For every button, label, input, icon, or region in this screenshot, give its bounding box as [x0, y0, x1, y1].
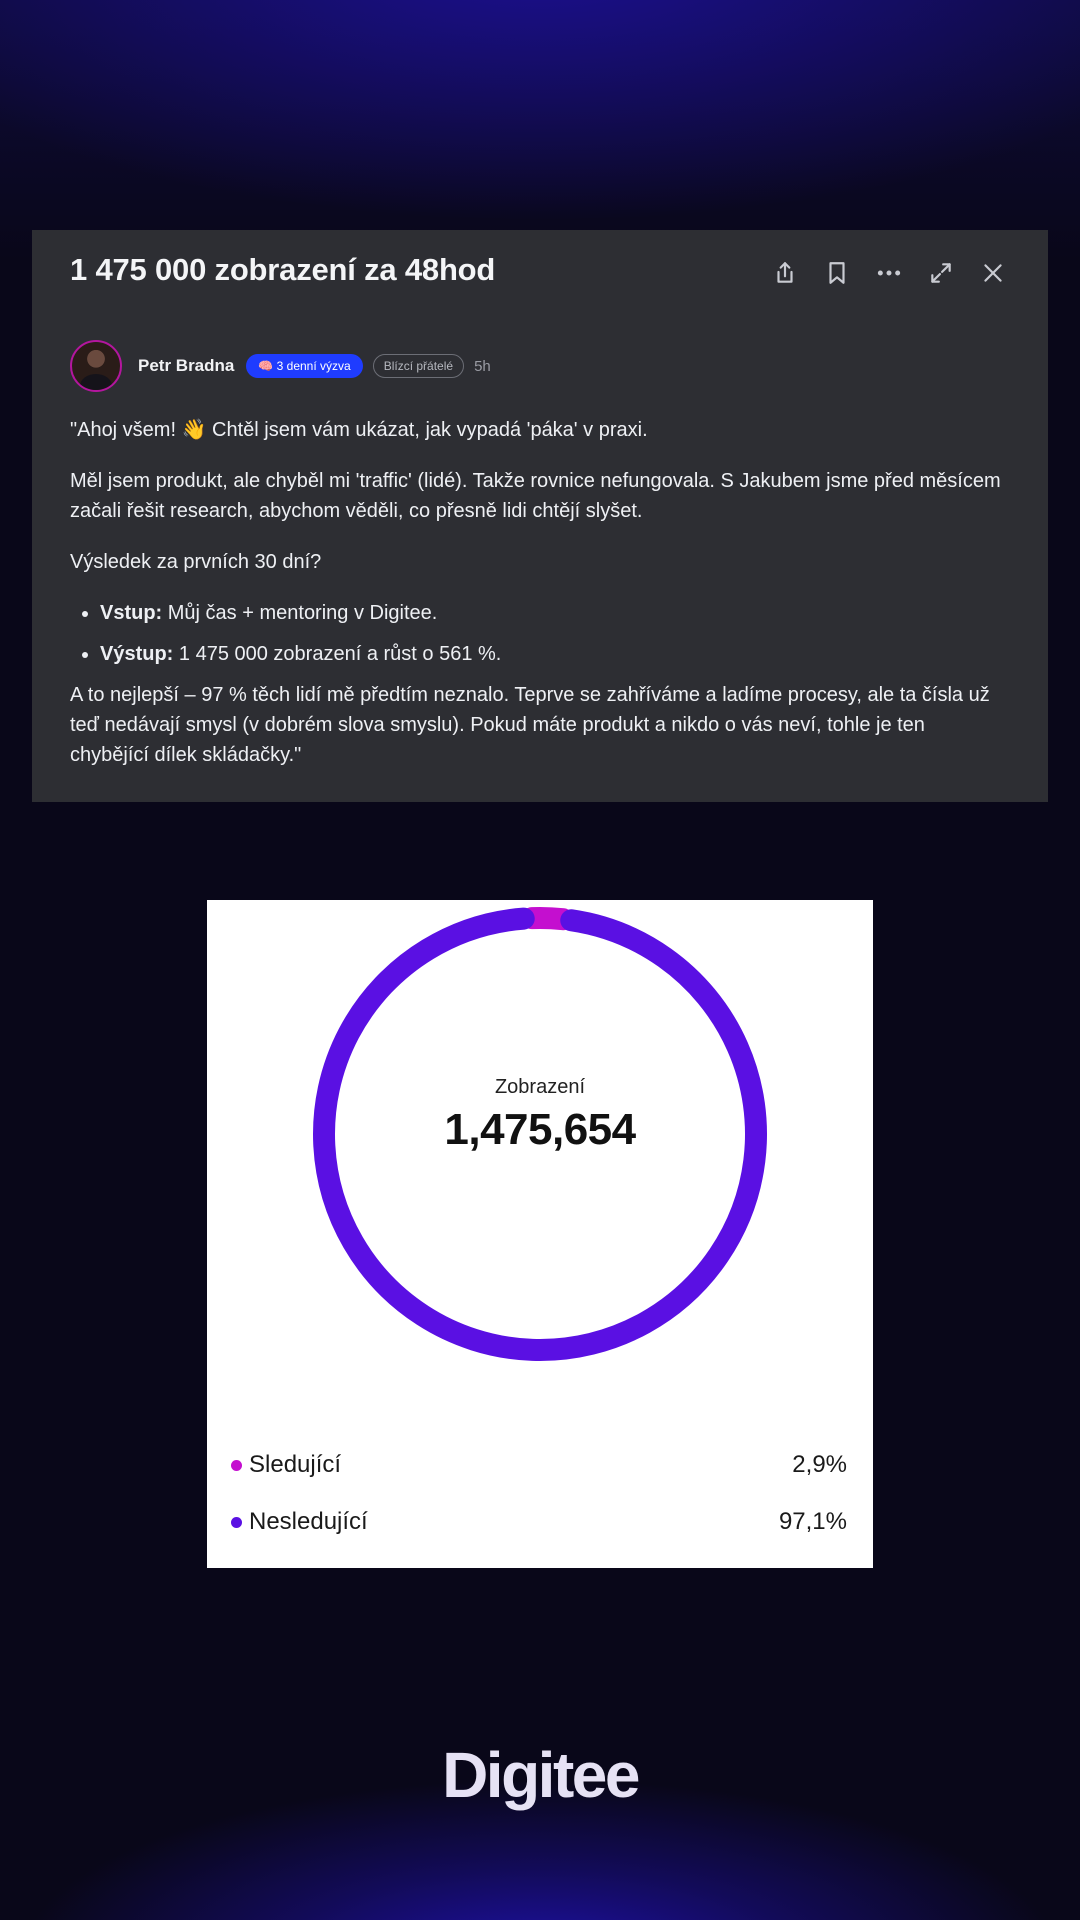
post-title: 1 475 000 zobrazení za 48hod — [70, 252, 496, 287]
bullet-label: Výstup: — [100, 643, 174, 665]
close-friends-badge: Blízcí přátelé — [373, 354, 464, 378]
bookmark-button[interactable] — [822, 258, 852, 288]
bullet-label: Vstup: — [100, 602, 163, 624]
challenge-badge[interactable]: 🧠 3 denní výzva — [246, 354, 362, 378]
chart-card — [207, 900, 873, 1568]
post-toolbar — [770, 258, 1008, 288]
legend-dot — [231, 1517, 242, 1528]
author-name[interactable]: Petr Bradna — [138, 356, 235, 375]
chart-center-label: Zobrazení — [494, 1076, 586, 1098]
expand-icon — [928, 260, 954, 286]
donut-slice-followers — [532, 918, 563, 919]
post-card — [32, 230, 1048, 802]
share-button[interactable] — [770, 258, 800, 288]
post-body — [70, 415, 1008, 770]
bullet-text: 1 475 000 zobrazení a růst o 561 %. — [173, 643, 502, 665]
post-paragraph: Výsledek za prvních 30 dní? — [70, 551, 322, 573]
post-time: 5h — [474, 357, 491, 375]
legend-label: Sledující — [249, 1451, 342, 1478]
close-button[interactable] — [978, 258, 1008, 288]
share-icon — [772, 260, 798, 286]
legend-item-followers — [231, 1447, 847, 1483]
legend-item-non-followers — [231, 1504, 847, 1540]
legend-value: 97,1% — [778, 1508, 847, 1535]
legend-label: Nesledující — [249, 1508, 368, 1535]
list-item — [100, 639, 1008, 669]
more-icon — [876, 260, 902, 286]
list-item — [100, 598, 1008, 628]
legend-value: 2,9% — [792, 1451, 847, 1478]
post-paragraph: A to nejlepší – 97 % těch lidí mě předtím neznalo. Teprve se zahříváme a ladíme procesy, ale ta čísla už teď nedávají smysl (v dobrém slova smyslu). Pokud máte produkt a nikdo o vás neví, tohle je ten chybějící dílek skládačky." — [70, 684, 990, 766]
legend-dot — [231, 1460, 242, 1471]
author-row — [70, 340, 491, 392]
more-button[interactable] — [874, 258, 904, 288]
digitee-logo: Digitee — [442, 1739, 638, 1811]
post-bullet-list — [70, 598, 1008, 669]
close-icon — [980, 260, 1006, 286]
bullet-text: Můj čas + mentoring v Digitee. — [162, 602, 438, 624]
chart-center-value: 1,475,654 — [444, 1105, 636, 1154]
bookmark-icon — [824, 260, 850, 286]
post-paragraph: "Ahoj všem! 👋 Chtěl jsem vám ukázat, jak vypadá 'páka' v praxi. — [70, 419, 648, 441]
post-paragraph: Měl jsem produkt, ale chyběl mi 'traffic' (lidé). Takže rovnice nefungovala. S Jakubem jsme před měsícem začali řešit research, abychom věděli, co přesně lidi chtějí slyšet. — [70, 470, 1001, 522]
avatar[interactable] — [70, 340, 122, 392]
expand-button[interactable] — [926, 258, 956, 288]
